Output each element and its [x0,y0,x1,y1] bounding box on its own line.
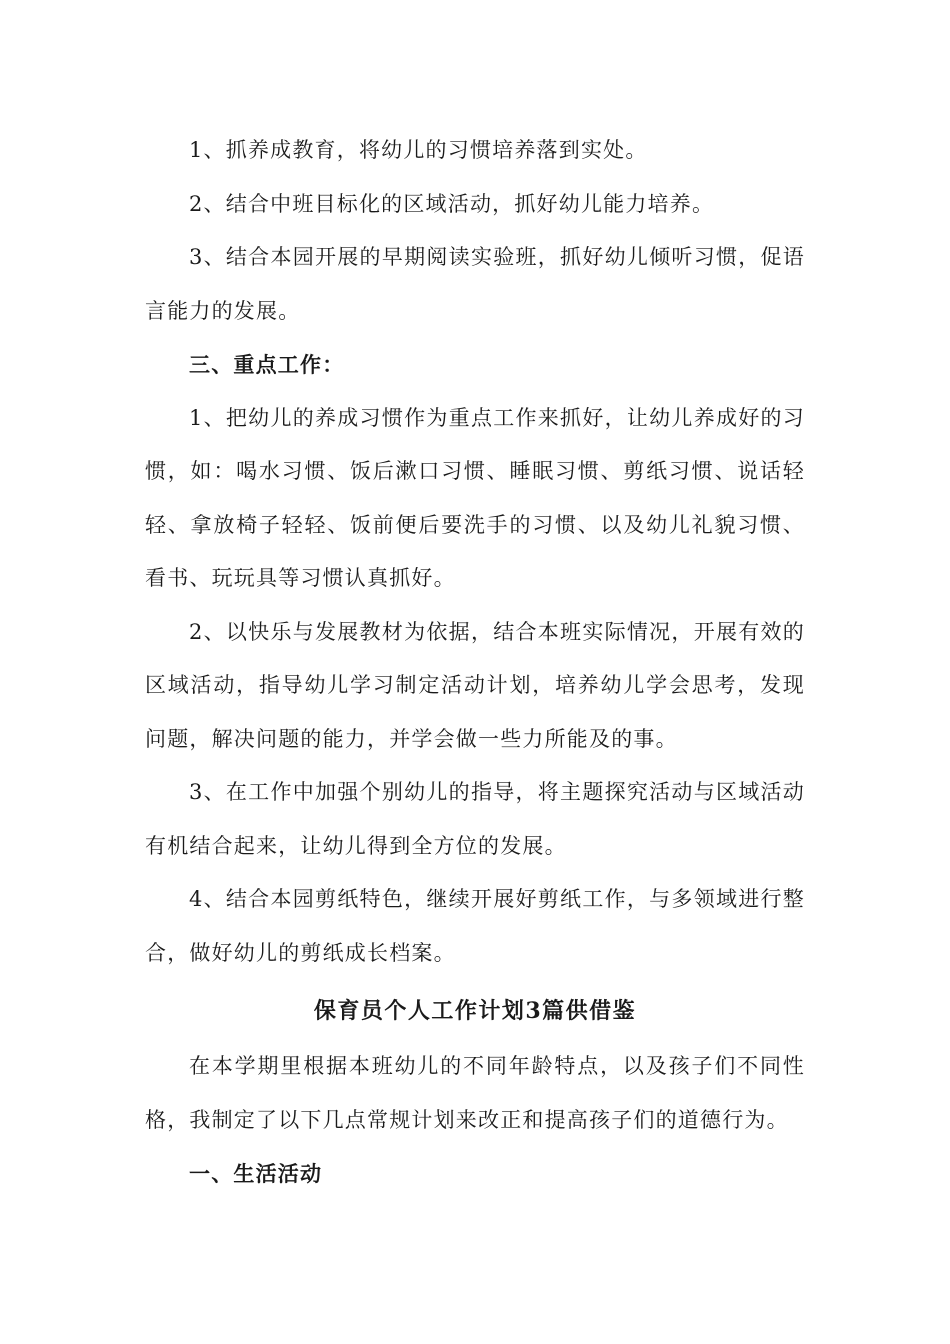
article-title: 保育员个人工作计划3篇供借鉴 [313,998,637,1024]
paragraph-item-1: 1、抓养成教育，将幼儿的习惯培养落到实处。 [189,138,648,162]
intro-paragraph: 在本学期里根据本班幼儿的不同年龄特点，以及孩子们不同性格，我制定了以下几点常规计划来改正和提高孩子们的道德行为。 [145,1054,805,1132]
section-heading-daily-life: 一、生活活动 [189,1161,323,1186]
key-work-item-3: 3、在工作中加强个别幼儿的指导，将主题探究活动与区域活动有机结合起来，让幼儿得到全方位的发展。 [145,780,805,858]
paragraph-item-2: 2、结合中班目标化的区域活动，抓好幼儿能力培养。 [189,191,715,216]
document-page [145,124,805,1201]
key-work-item-2: 2、以快乐与发展教材为依据，结合本班实际情况，开展有效的区域活动，指导幼儿学习制定活动计划，培养幼儿学会思考，发现问题，解决问题的能力，并学会做一些力所能及的事。 [145,619,805,751]
section-heading-key-work: 三、重点工作： [189,352,345,377]
paragraph-item-3: 3、结合本园开展的早期阅读实验班，抓好幼儿倾听习惯，促语言能力的发展。 [145,245,805,323]
key-work-item-1: 1、把幼儿的养成习惯作为重点工作来抓好，让幼儿养成好的习惯，如：喝水习惯、饭后漱口习惯、睡眠习惯、剪纸习惯、说话轻轻、拿放椅子轻轻、饭前便后要洗手的习惯、以及幼儿礼貌习惯、看书、玩玩具等习惯认真抓好。 [145,405,805,590]
key-work-item-4: 4、结合本园剪纸特色，继续开展好剪纸工作，与多领域进行整合，做好幼儿的剪纸成长档案。 [145,887,805,965]
